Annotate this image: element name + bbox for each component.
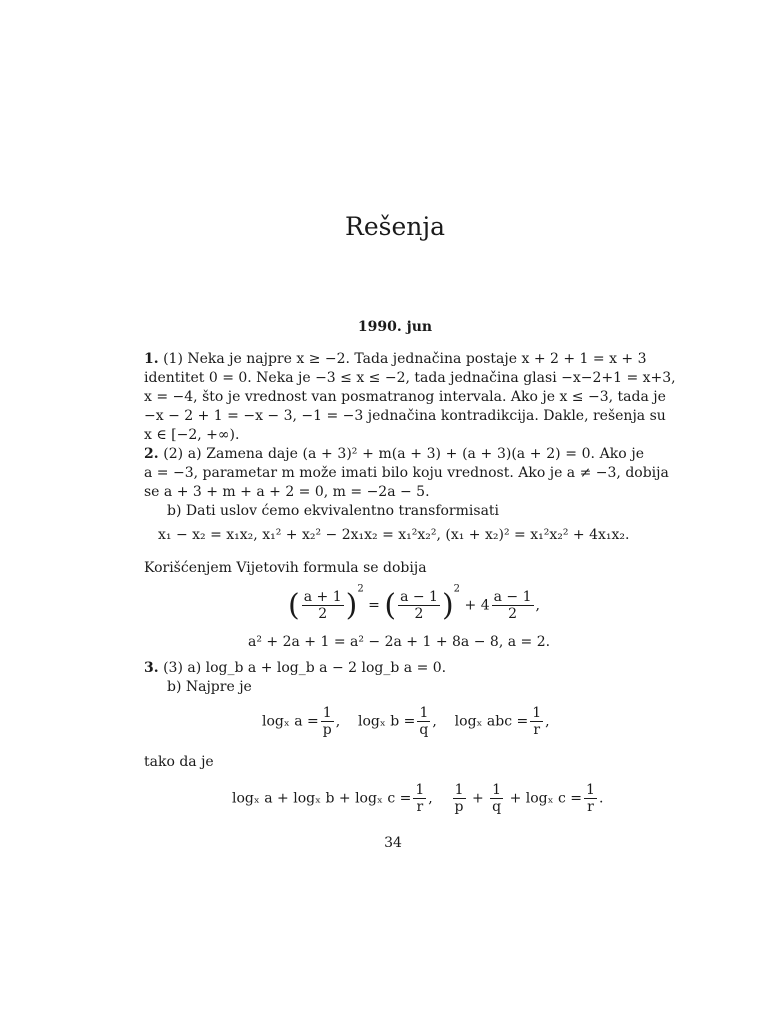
- vieta-text: [144, 559, 644, 578]
- solution-3: [144, 659, 644, 697]
- equation-1: x₁ − x₂ = x₁x₂, x₁² + x₂² − 2x₁x₂ = x₁²x₂², (x₁ + x₂)² = x₁²x₂² + 4x₁x₂.: [158, 527, 630, 543]
- solution-3-line-2: b) Najpre je: [167, 679, 252, 695]
- solution-1: [144, 350, 676, 445]
- solution-1-number: 1.: [144, 351, 159, 367]
- eq2-fraction-2: $\frac{a - 1}{2}$: [400, 589, 438, 622]
- solution-1-line-2: identitet 0 = 0. Neka je −3 ≤ x ≤ −2, tada jednačina glasi −x−2+1 = x+3,: [144, 370, 676, 386]
- vieta-line: Korišćenjem Vijetovih formula se dobija: [144, 560, 427, 576]
- solution-2-line-4: b) Dati uslov ćemo ekvivalentno transformisati: [167, 503, 500, 519]
- tako-text: [144, 753, 644, 772]
- solution-2-line-2: a = −3, parametar m može imati bilo koju vrednost. Ako je a ≠ −3, dobija: [144, 465, 669, 481]
- equation-4: logₓ a = $\frac{1}{p}$ , logₓ b = $\frac{1}{q}$ , logₓ abc = $\frac{1}{r}$ ,: [262, 705, 550, 738]
- chapter-title: Rešenja: [345, 212, 445, 241]
- solution-2-number: 2.: [144, 446, 159, 462]
- section-title: 1990. jun: [357, 319, 433, 335]
- eq2-fraction-3: $\frac{a - 1}{2}$: [493, 589, 532, 622]
- equation-5: logₓ a + logₓ b + logₓ c = $\frac{1}{r}$ , $\frac{1}{p}$ + $\frac{1}{q}$ + logₓ c = $\frac{1}{r}$ .: [232, 782, 604, 815]
- solution-1-line-1: (1) Neka je najpre x ≥ −2. Tada jednačina postaje x + 2 + 1 = x + 3: [163, 351, 647, 367]
- solution-1-line-5: x ∈ [−2, +∞).: [144, 427, 240, 443]
- solution-3-line-1: (3) a) log_b a + log_b a − 2 log_b a = 0.: [163, 660, 447, 676]
- page-number: 34: [384, 835, 402, 851]
- equation-3: a² + 2a + 1 = a² − 2a + 1 + 8a − 8, a = 2.: [248, 634, 551, 650]
- solution-2: [144, 445, 669, 521]
- solution-3-number: 3.: [144, 660, 159, 676]
- solution-1-line-3: x = −4, što je vrednost van posmatranog intervala. Ako je x ≤ −3, tada je: [144, 389, 666, 405]
- eq2-fraction-1: $\frac{a + 1}{2}$: [303, 589, 342, 622]
- solution-2-line-1: (2) a) Zamena daje (a + 3)² + m(a + 3) + (a + 3)(a + 2) = 0. Ako je: [163, 446, 644, 462]
- equation-2: ( $\frac{a + 1}{2}$ )$^2$ = ( $\frac{a - 1}{2}$ )$^2$ + 4 $\frac{a - 1}{2}$ ,: [288, 583, 540, 623]
- tako-line: tako da je: [144, 754, 214, 770]
- solution-1-line-4: −x − 2 + 1 = −x − 3, −1 = −3 jednačina kontradikcija. Dakle, rešenja su: [144, 408, 666, 424]
- solution-2-line-3: se a + 3 + m + a + 2 = 0, m = −2a − 5.: [144, 484, 430, 500]
